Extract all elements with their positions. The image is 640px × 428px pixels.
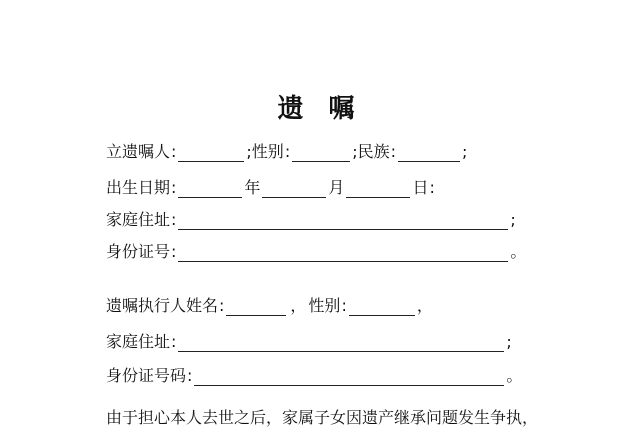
birth-month-field[interactable]: [262, 181, 326, 198]
testator-name-row: 立遗嘱人 : ; 性别 : ; 民族 : ;: [106, 142, 468, 161]
executor-name-row: 遗嘱执行人姓名 : ， 性别 : ，: [106, 296, 433, 315]
testator-address-label: 家庭住址: [106, 210, 171, 229]
year-label: 年: [244, 178, 261, 197]
testator-name-field[interactable]: [178, 145, 244, 162]
month-label: 月: [328, 178, 345, 197]
executor-address-field[interactable]: [178, 335, 504, 352]
testator-ethnicity-field[interactable]: [398, 145, 460, 162]
executor-id-field[interactable]: [194, 369, 504, 386]
executor-address-label: 家庭住址: [106, 332, 171, 351]
birth-year-field[interactable]: [178, 181, 242, 198]
executor-id-row: 身份证号码 : 。: [106, 366, 523, 385]
testator-id-field[interactable]: [178, 245, 508, 262]
testator-id-label: 身份证号: [106, 242, 171, 261]
executor-address-row: 家庭住址 : ;: [106, 332, 512, 351]
birth-label: 出生日期: [106, 178, 171, 197]
executor-id-label: 身份证号码: [106, 366, 187, 385]
testator-address-row: 家庭住址 : ;: [106, 210, 516, 229]
document-title: 遗 嘱: [277, 94, 363, 124]
testator-gender-label: 性别: [251, 142, 284, 161]
executor-gender-label: 性别: [308, 296, 341, 315]
testator-id-row: 身份证号 : 。: [106, 242, 527, 261]
executor-name-label: 遗嘱执行人姓名: [106, 296, 219, 315]
testator-address-field[interactable]: [178, 213, 508, 230]
day-label: 日: [412, 178, 429, 197]
executor-gender-field[interactable]: [349, 299, 415, 316]
birth-day-field[interactable]: [346, 181, 410, 198]
executor-name-field[interactable]: [226, 299, 286, 316]
testator-ethnicity-label: 民族: [357, 142, 390, 161]
body-paragraph: 由于担心本人去世之后，家属子女因遗产继承问题发生争执，: [106, 408, 539, 427]
testator-gender-field[interactable]: [292, 145, 350, 162]
testator-name-label: 立遗嘱人: [106, 142, 171, 161]
testator-birth-row: 出生日期 : 年 月 日 :: [106, 178, 435, 197]
